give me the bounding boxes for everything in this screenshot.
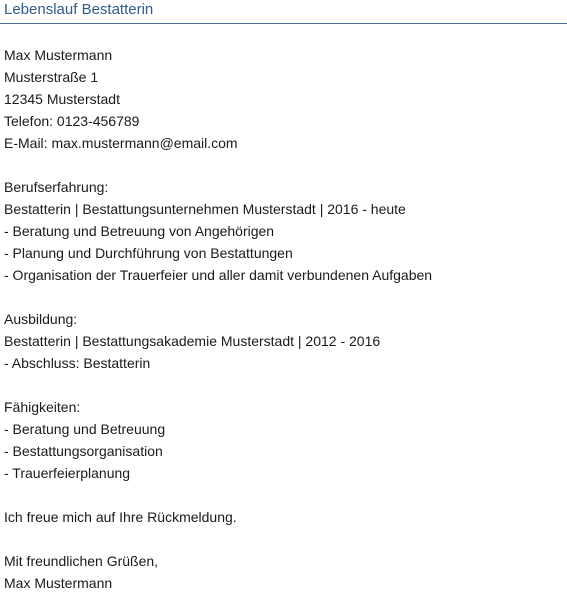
experience-item: - Organisation der Trauerfeier und aller damit verbundenen Aufgaben (4, 267, 433, 283)
spacer (4, 374, 560, 396)
closing-signature: Max Mustermann (4, 575, 113, 591)
spacer (4, 528, 560, 550)
contact-phone: Telefon: 0123-456789 (4, 113, 140, 129)
contact-email: E-Mail: max.mustermann@email.com (4, 135, 238, 151)
education-position: Bestatterin | Bestattungsakademie Musterstadt | 2012 - 2016 (4, 333, 381, 349)
skills-heading: Fähigkeiten: (4, 399, 81, 415)
skills-item: - Beratung und Betreuung (4, 421, 166, 437)
title-divider (0, 23, 567, 24)
experience-position: Bestatterin | Bestattungsunternehmen Musterstadt | 2016 - heute (4, 201, 406, 217)
spacer (4, 286, 560, 308)
document-title: Lebenslauf Bestatterin (4, 1, 154, 18)
closing-greeting: Mit freundlichen Grüßen, (4, 553, 159, 569)
document-body (4, 44, 560, 594)
contact-name: Max Mustermann (4, 47, 113, 63)
education-heading: Ausbildung: (4, 311, 78, 327)
experience-item: - Planung und Durchführung von Bestattungen (4, 245, 293, 261)
contact-city: 12345 Musterstadt (4, 91, 120, 107)
skills-item: - Bestattungsorganisation (4, 443, 163, 459)
spacer (4, 154, 560, 176)
experience-heading: Berufserfahrung: (4, 179, 109, 195)
education-item: - Abschluss: Bestatterin (4, 355, 151, 371)
closing-text: Ich freue mich auf Ihre Rückmeldung. (4, 509, 237, 525)
spacer (4, 484, 560, 506)
skills-item: - Trauerfeierplanung (4, 465, 131, 481)
experience-item: - Beratung und Betreuung von Angehörigen (4, 223, 275, 239)
contact-street: Musterstraße 1 (4, 69, 99, 85)
